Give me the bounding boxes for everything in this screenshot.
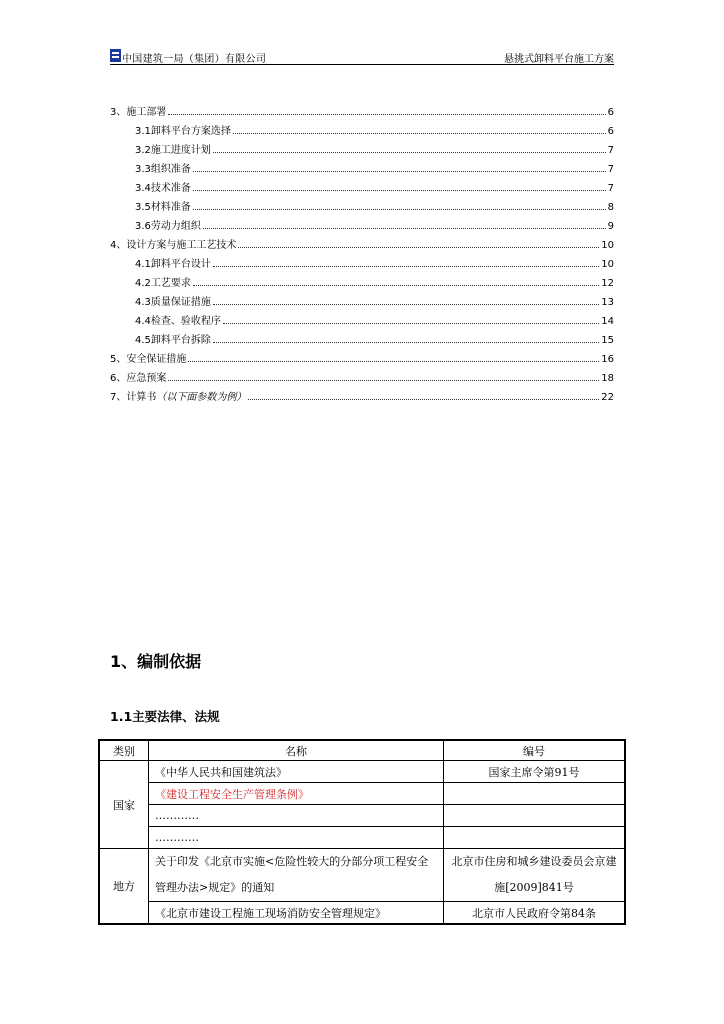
- toc-entry-label: 5、安全保证措施: [110, 354, 187, 365]
- toc-entry[interactable]: [110, 346, 614, 365]
- toc-page-number: 7: [607, 164, 614, 175]
- toc-entry-label: 4.4检查、验收程序: [135, 316, 221, 327]
- toc-leader-dots: [203, 228, 606, 229]
- category-cell: 国家: [99, 761, 149, 849]
- toc-entry[interactable]: [110, 308, 614, 327]
- toc-entry[interactable]: [110, 156, 614, 175]
- toc-entry-label: 6、应急预案: [110, 373, 167, 384]
- law-name: 《中华人民共和国建筑法》: [149, 761, 444, 783]
- toc-leader-dots: [223, 323, 599, 324]
- toc-leader-dots: [248, 399, 599, 400]
- toc-leader-dots: [193, 285, 599, 286]
- law-code: [444, 805, 626, 827]
- toc-entry-label: 4.3质量保证措施: [135, 297, 211, 308]
- toc-page-number: 16: [601, 354, 614, 365]
- toc-entry-label: 3.3组织准备: [135, 164, 191, 175]
- toc-leader-dots: [168, 380, 599, 381]
- header-name: 名称: [149, 740, 444, 761]
- law-code: 北京市住房和城乡建设委员会京建施[2009]841号: [444, 849, 626, 902]
- table-of-contents: [110, 99, 614, 403]
- company-name: 中国建筑一局（集团）有限公司: [122, 54, 267, 65]
- toc-entry[interactable]: [110, 289, 614, 308]
- law-name: …………: [149, 805, 444, 827]
- toc-entry-label: 4.1卸料平台设计: [135, 259, 211, 270]
- law-name: 《建设工程安全生产管理条例》: [149, 783, 444, 805]
- company-logo-icon: [110, 49, 121, 62]
- toc-page-number: 7: [607, 183, 614, 194]
- toc-entry-label: 3.4技术准备: [135, 183, 191, 194]
- toc-entry-label: 4、设计方案与施工工艺技术: [110, 240, 237, 251]
- toc-entry[interactable]: [110, 175, 614, 194]
- toc-page-number: 8: [607, 202, 614, 213]
- toc-entry[interactable]: [110, 251, 614, 270]
- toc-page-number: 10: [601, 259, 614, 270]
- toc-leader-dots: [238, 247, 599, 248]
- toc-entry[interactable]: [110, 99, 614, 118]
- toc-leader-dots: [193, 171, 606, 172]
- law-name: 《北京市建设工程施工现场消防安全管理规定》: [149, 902, 444, 925]
- law-name: …………: [149, 827, 444, 849]
- toc-page-number: 13: [601, 297, 614, 308]
- toc-page-number: 10: [601, 240, 614, 251]
- toc-page-number: 9: [607, 221, 614, 232]
- category-cell: 地方: [99, 849, 149, 925]
- toc-leader-dots: [213, 266, 599, 267]
- toc-entry-label: 3、施工部署: [110, 107, 167, 118]
- table-row: [99, 761, 625, 783]
- header-category: 类别: [99, 740, 149, 761]
- table-row: [99, 849, 625, 902]
- subsection-heading: 1.1主要法律、法规: [110, 709, 220, 724]
- page-header: [110, 46, 614, 65]
- law-code: 北京市人民政府令第84条: [444, 902, 626, 925]
- toc-entry[interactable]: [110, 384, 614, 403]
- toc-entry[interactable]: [110, 194, 614, 213]
- table-row: [99, 902, 625, 925]
- toc-entry-label: 4.5卸料平台拆除: [135, 335, 211, 346]
- law-name: 关于印发《北京市实施<危险性较大的分部分项工程安全管理办法>规定》的通知: [149, 849, 444, 902]
- toc-entry[interactable]: [110, 270, 614, 289]
- header-code: 编号: [444, 740, 626, 761]
- toc-page-number: 12: [601, 278, 614, 289]
- law-code: [444, 827, 626, 849]
- toc-page-number: 6: [607, 126, 614, 137]
- toc-entry[interactable]: [110, 213, 614, 232]
- toc-page-number: 14: [601, 316, 614, 327]
- table-header-row: [99, 740, 625, 761]
- toc-leader-dots: [193, 209, 606, 210]
- laws-table: [98, 739, 626, 925]
- toc-leader-dots: [233, 133, 606, 134]
- table-row: [99, 783, 625, 805]
- toc-page-number: 6: [607, 107, 614, 118]
- toc-entry-label: 3.2施工进度计划: [135, 145, 211, 156]
- toc-entry[interactable]: [110, 327, 614, 346]
- toc-leader-dots: [193, 190, 606, 191]
- law-code: 国家主席令第91号: [444, 761, 626, 783]
- toc-leader-dots: [213, 152, 606, 153]
- toc-page-number: 7: [607, 145, 614, 156]
- toc-entry-label: 7、计算书（以下面参数为例）: [110, 392, 247, 403]
- toc-entry-note: （以下面参数为例）: [156, 392, 247, 403]
- toc-entry[interactable]: [110, 137, 614, 156]
- toc-leader-dots: [213, 342, 599, 343]
- toc-page-number: 22: [601, 392, 614, 403]
- section-heading: 1、编制依据: [110, 652, 202, 671]
- toc-leader-dots: [188, 361, 599, 362]
- toc-entry-label: 3.6劳动力组织: [135, 221, 201, 232]
- table-row: [99, 827, 625, 849]
- toc-leader-dots: [168, 114, 605, 115]
- toc-entry[interactable]: [110, 118, 614, 137]
- toc-entry[interactable]: [110, 365, 614, 384]
- toc-entry-label: 3.1卸料平台方案选择: [135, 126, 231, 137]
- table-row: [99, 805, 625, 827]
- toc-page-number: 15: [601, 335, 614, 346]
- toc-page-number: 18: [601, 373, 614, 384]
- toc-entry-label: 3.5材料准备: [135, 202, 191, 213]
- document-title: 悬挑式卸料平台施工方案: [504, 54, 614, 65]
- toc-entry-label: 4.2工艺要求: [135, 278, 191, 289]
- law-code: [444, 783, 626, 805]
- toc-entry[interactable]: [110, 232, 614, 251]
- toc-leader-dots: [213, 304, 599, 305]
